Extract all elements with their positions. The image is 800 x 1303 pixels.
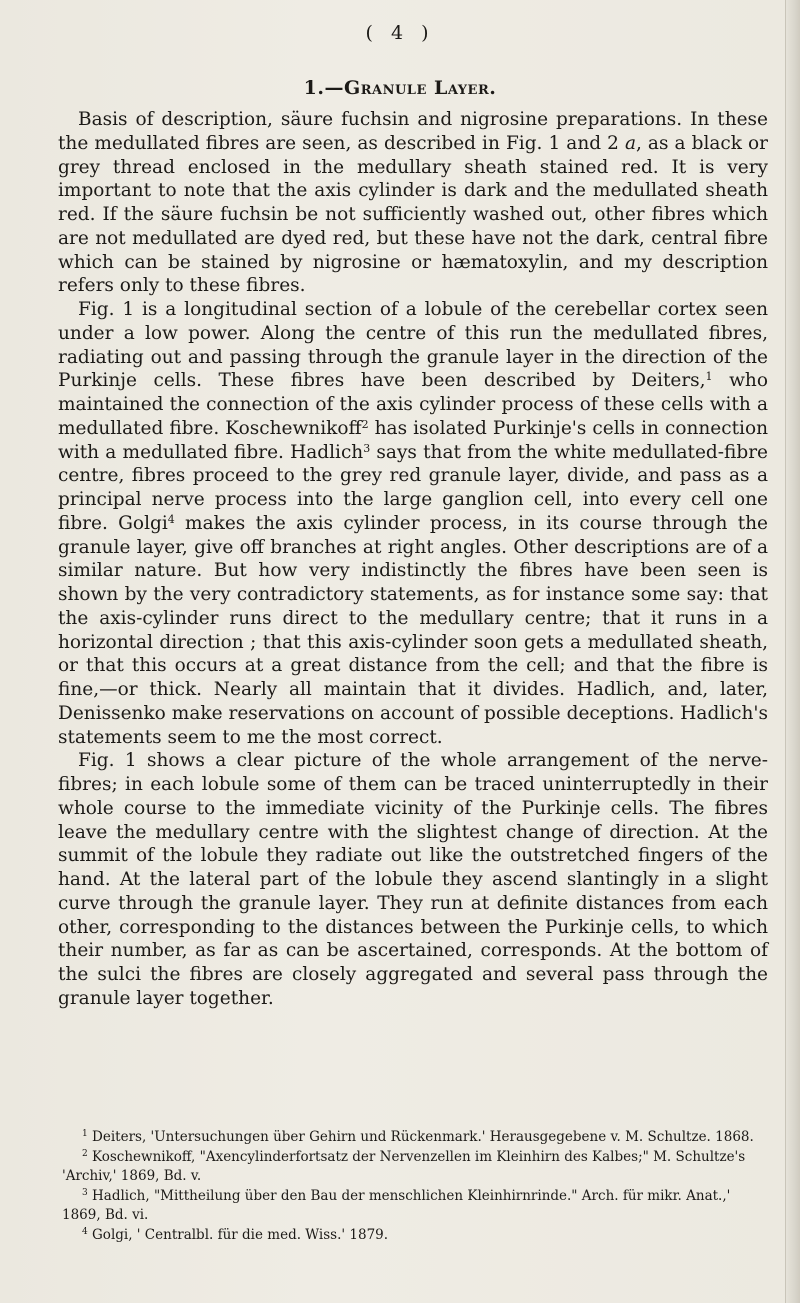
footnote-ref: 4 — [167, 512, 175, 526]
footnotes — [62, 1128, 768, 1245]
footnote-ref: 3 — [363, 441, 371, 455]
footnote-text: Hadlich, "Mittheilung über den Bau der menschlichen Kleinhirnrinde." Arch. für mikr. Anat.,' 1869, Bd. vi. — [62, 1187, 731, 1223]
paragraph-text: Fig. 1 shows a clear picture of the whole arrangement of the nerve-fibres; in each lobule some of them can be traced uninterruptedly in their whole course to the immediate vicinity of the Purkinje cells. The fibres leave the medullary centre with the slightest change of direction. At the summit of the lobule they radiate out like the outstretched fingers of the hand. At the lateral part of the lobule they ascend slantingly in a slight curve through the granule layer. They run at definite distances from each other, corresponding to the distances between the Purkinje cells, to which their number, as far as can be ascertained, corresponds. At the bottom of the sulci the fibres are closely aggregated and several pass through the granule layer together. — [58, 750, 768, 1009]
footnote-text: Golgi, ' Centralbl. für die med. Wiss.' 1879. — [87, 1226, 389, 1243]
paragraph-text: , as a black or grey thread enclosed in the medullary sheath stained red. It is very important to note that the axis cylinder is dark and the medullated sheath red. If the säure fuchsin be not sufficiently washed out, other fibres which are not medullated are dyed red, but these have not the dark, central fibre which can be stained by nigrosine or hæmatoxylin, and my description refers only to these fibres. — [58, 132, 768, 297]
paragraph — [58, 298, 768, 749]
footnote-mark: 2 — [82, 1148, 88, 1159]
footnote-mark: 1 — [82, 1129, 88, 1139]
footnote — [62, 1187, 768, 1226]
footnote-mark: 3 — [82, 1187, 88, 1198]
footnote-text: Koschewnikoff, "Axencylinderfortsatz der Nervenzellen im Kleinhirn des Kalbes;" M. Schultze's 'Archiv,' 1869, Bd. v. — [62, 1148, 746, 1184]
paragraph-text: Fig. 1 is a longitudinal section of a lobule of the cerebellar cortex seen under a low power. Along the centre of this run the medullated fibres, radiating out and passing through the granule layer in the direction of the Purkinje cells. These fibres have been described by Deiters, — [58, 299, 768, 392]
section-title: Granule Layer. — [343, 77, 497, 99]
paragraph-text: has isolated Purkinje's cells in connection with a medullated fibre. Hadlich — [58, 417, 768, 463]
italic-text: a — [624, 132, 636, 154]
footnote — [62, 1226, 768, 1246]
body-text — [58, 108, 768, 1011]
paragraph-text: makes the axis cylinder process, in its course through the granule layer, give off branches at right angles. Other descriptions are of a similar nature. But how very indistinctly the fibres have been seen is shown by the very contradictory statements, as for instance some say: that the axis-cylinder runs direct to the medullary centre; that it runs in a horizontal direction ; that this axis-cylinder soon gets a medullated sheath, or that this occurs at a great distance from the cell; and that the fibre is fine,—or thick. Nearly all maintain that it divides. Hadlich, and, later, Denissenko make reservations on account of possible deceptions. Hadlich's statements seem to me the most correct. — [58, 512, 769, 748]
section-heading — [0, 77, 800, 99]
footnote-ref: 2 — [361, 417, 369, 431]
paragraph — [58, 108, 768, 298]
page-number: ( 4 ) — [365, 22, 435, 44]
footnote-ref: 1 — [705, 370, 713, 384]
footnote — [62, 1128, 768, 1148]
paragraph — [58, 749, 768, 1010]
paragraph-text: Basis of description, säure fuchsin and nigrosine preparations. In these the medullated fibres are seen, as described in Fig. 1 and 2 — [58, 109, 768, 154]
footnote-mark: 4 — [82, 1226, 88, 1237]
paragraph-text: says that from the white medullated-fibre centre, fibres proceed to the grey red granule layer, divide, and pass as a principal nerve process into the large ganglion cell, into every cell one fibre. Golgi — [58, 441, 768, 534]
paragraph-text: who maintained the connection of the axis cylinder process of these cells with a medullated fibre. Koschewnikoff — [58, 370, 768, 439]
footnote — [62, 1148, 768, 1187]
page-edge — [785, 0, 800, 1303]
footnote-text: Deiters, 'Untersuchungen über Gehirn und Rückenmark.' Herausgegebene v. M. Schultze. 1868. — [87, 1129, 754, 1145]
section-number: 1.— — [303, 77, 344, 99]
